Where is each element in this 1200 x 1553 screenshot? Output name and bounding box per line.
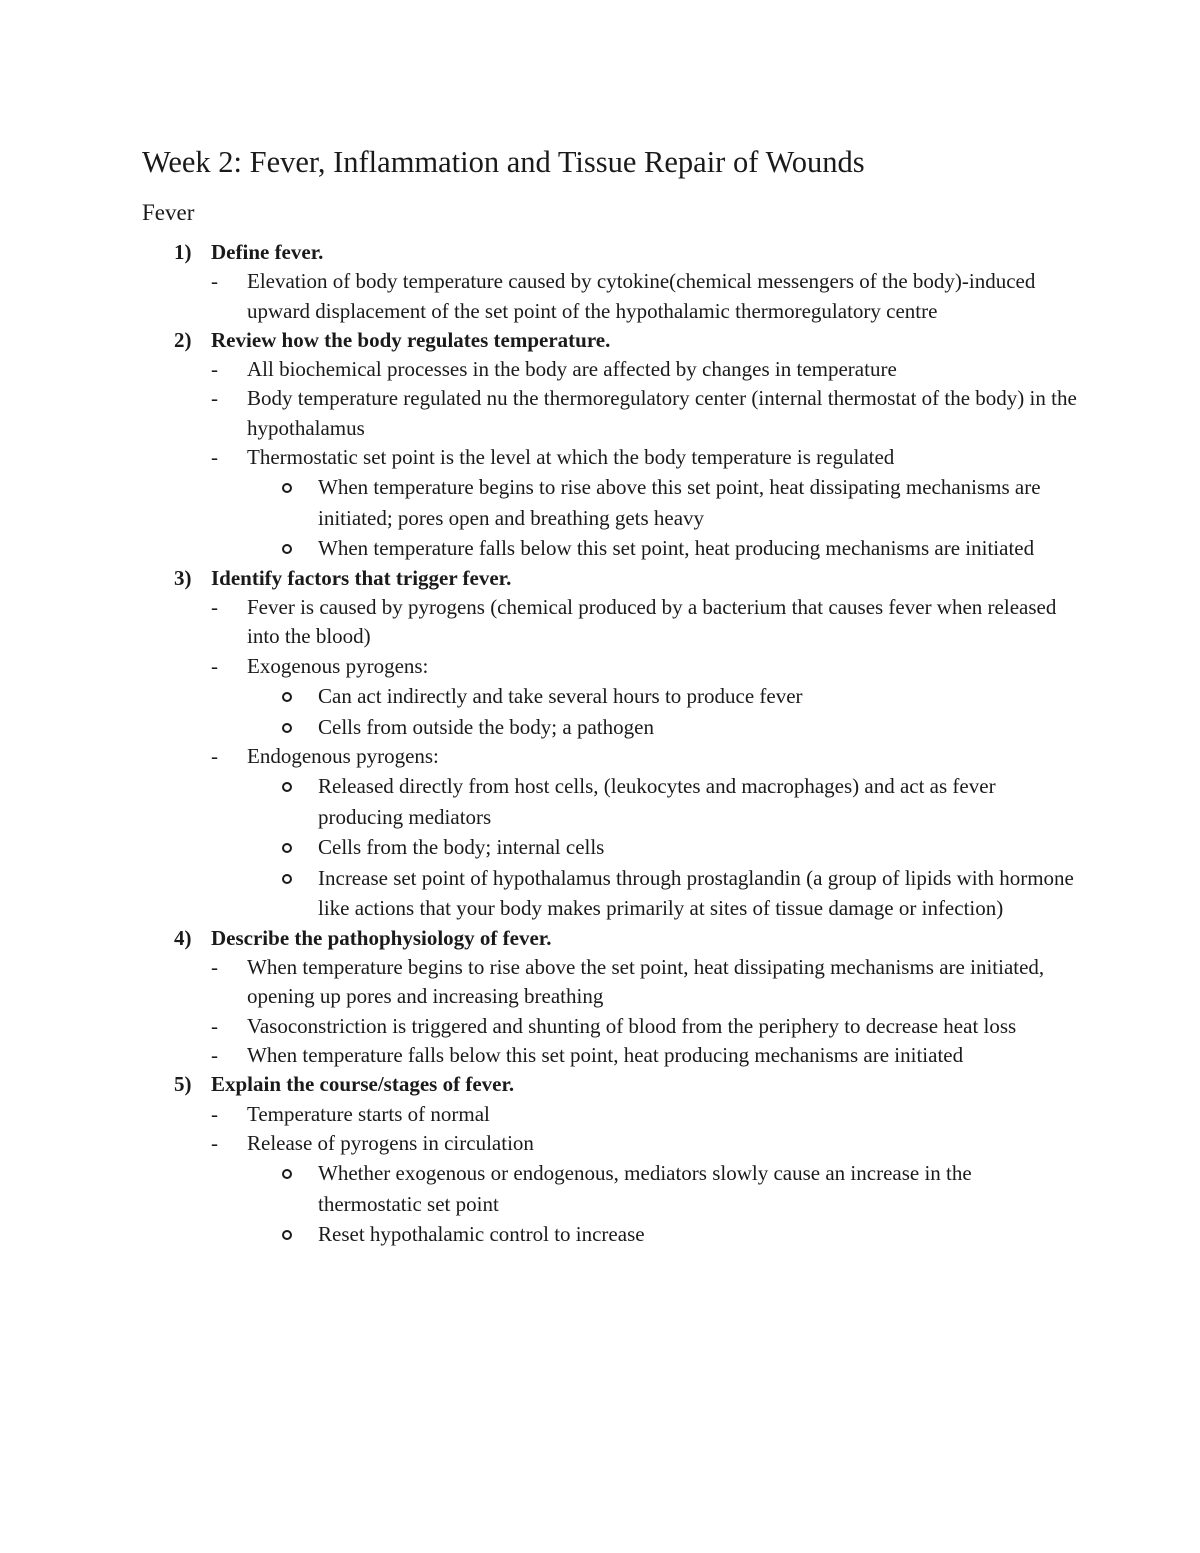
- circle-bullet-icon: [282, 692, 292, 702]
- point-text: Body temperature regulated nu the thermoregulatory center (internal thermostat of the body) in the hypothalamus: [247, 386, 1077, 440]
- dash-bullet-icon: -: [211, 269, 218, 294]
- subpoint-text: When temperature begins to rise above this set point, heat dissipating mechanisms are initiated; pores open and breathing gets heavy: [318, 475, 1041, 530]
- point-text: Exogenous pyrogens:: [247, 653, 429, 678]
- circle-bullet-icon: [282, 1169, 292, 1179]
- subpoint-list: [247, 1158, 1080, 1250]
- subpoint-text: Cells from outside the body; a pathogen: [318, 714, 654, 739]
- question-label: [174, 1070, 1080, 1099]
- circle-bullet-icon: [282, 483, 292, 493]
- dash-bullet-icon: -: [211, 357, 218, 382]
- point-text: Elevation of body temperature caused by cytokine(chemical messengers of the body)-induced upward displacement of the set point of the hypothalamic thermoregulatory centre: [247, 269, 1036, 323]
- dash-bullet-icon: -: [211, 1013, 218, 1038]
- subpoint-item: [282, 832, 1080, 863]
- point-text: When temperature falls below this set point, heat producing mechanisms are initiated: [247, 1043, 964, 1068]
- circle-bullet-icon: [282, 723, 292, 733]
- circle-bullet-icon: [282, 874, 292, 884]
- question-number: 3): [174, 565, 192, 590]
- circle-bullet-icon: [282, 782, 292, 792]
- question-label: [174, 924, 1080, 953]
- document-title: Week 2: Fever, Inflammation and Tissue Repair of Wounds: [142, 145, 865, 179]
- point-item: [211, 742, 1080, 924]
- subpoint-text: Cells from the body; internal cells: [318, 835, 605, 860]
- question-item: [142, 238, 1080, 326]
- point-text: All biochemical processes in the body are affected by changes in temperature: [247, 357, 897, 382]
- circle-bullet-icon: [282, 544, 292, 554]
- dash-bullet-icon: -: [211, 1043, 218, 1068]
- question-text: Define fever.: [211, 240, 324, 264]
- point-list: [211, 593, 1080, 924]
- point-item: [211, 652, 1080, 742]
- dash-bullet-icon: -: [211, 744, 218, 769]
- point-text: When temperature begins to rise above the set point, heat dissipating mechanisms are initiated, opening up pores and increasing breathing: [247, 955, 1045, 1009]
- dash-bullet-icon: -: [211, 1101, 218, 1126]
- point-text: Fever is caused by pyrogens (chemical produced by a bacterium that causes fever when released into the blood): [247, 595, 1057, 649]
- circle-bullet-icon: [282, 1230, 292, 1240]
- point-text: Endogenous pyrogens:: [247, 744, 439, 769]
- subpoint-item: [282, 1158, 1080, 1219]
- point-item: [211, 1100, 1080, 1129]
- question-label: [174, 238, 1080, 267]
- question-item: [142, 1070, 1080, 1249]
- question-label: [174, 564, 1080, 593]
- dash-bullet-icon: -: [211, 595, 218, 620]
- point-item: [211, 1012, 1080, 1041]
- question-item: [142, 924, 1080, 1070]
- subpoint-list: [247, 771, 1080, 924]
- question-text: Identify factors that trigger fever.: [211, 565, 512, 590]
- point-item: [211, 1041, 1080, 1070]
- question-text: Describe the pathophysiology of fever.: [211, 925, 552, 950]
- point-item: [211, 953, 1080, 1012]
- point-list: [211, 355, 1080, 564]
- dash-bullet-icon: -: [211, 386, 218, 411]
- point-text: Release of pyrogens in circulation: [247, 1130, 534, 1155]
- question-list: [142, 238, 1080, 1250]
- point-text: Temperature starts of normal: [247, 1101, 490, 1126]
- subpoint-item: [282, 771, 1080, 832]
- section-heading-fever: Fever: [142, 200, 195, 225]
- dash-bullet-icon: -: [211, 653, 218, 678]
- point-item: [211, 267, 1080, 326]
- subpoint-text: Increase set point of hypothalamus through prostaglandin (a group of lipids with hormone like actions that your body makes primarily at sites of tissue damage or infection): [318, 865, 1074, 921]
- question-item: [142, 326, 1080, 564]
- subpoint-text: When temperature falls below this set point, heat producing mechanisms are initiated: [318, 536, 1035, 561]
- circle-bullet-icon: [282, 843, 292, 853]
- question-item: [142, 564, 1080, 924]
- subpoint-text: Reset hypothalamic control to increase: [318, 1222, 645, 1247]
- subpoint-item: [282, 863, 1080, 924]
- subpoint-list: [247, 681, 1080, 742]
- point-text: Vasoconstriction is triggered and shunting of blood from the periphery to decrease heat loss: [247, 1013, 1017, 1038]
- subpoint-item: [282, 533, 1080, 564]
- point-list: [211, 267, 1080, 326]
- subpoint-list: [247, 472, 1080, 564]
- dash-bullet-icon: -: [211, 1130, 218, 1155]
- subpoint-item: [282, 712, 1080, 743]
- subpoint-item: [282, 1219, 1080, 1250]
- point-list: [211, 953, 1080, 1070]
- subpoint-text: Whether exogenous or endogenous, mediators slowly cause an increase in the thermostatic set point: [318, 1161, 972, 1216]
- question-label: [174, 326, 1080, 355]
- subpoint-text: Released directly from host cells, (leukocytes and macrophages) and act as fever producing mediators: [318, 774, 996, 829]
- question-text: Explain the course/stages of fever.: [211, 1072, 515, 1097]
- question-number: 1): [174, 240, 192, 264]
- point-item: [211, 1129, 1080, 1250]
- dash-bullet-icon: -: [211, 955, 218, 980]
- point-item: [211, 593, 1080, 652]
- question-number: 5): [174, 1072, 192, 1097]
- point-item: [211, 355, 1080, 384]
- subpoint-text: Can act indirectly and take several hours to produce fever: [318, 684, 803, 709]
- point-item: [211, 384, 1080, 443]
- point-list: [211, 1100, 1080, 1250]
- question-number: 4): [174, 925, 192, 950]
- dash-bullet-icon: -: [211, 445, 218, 470]
- subpoint-item: [282, 472, 1080, 533]
- point-item: [211, 443, 1080, 564]
- point-text: Thermostatic set point is the level at which the body temperature is regulated: [247, 445, 895, 470]
- subpoint-item: [282, 681, 1080, 712]
- question-number: 2): [174, 327, 192, 352]
- question-text: Review how the body regulates temperature.: [211, 327, 611, 352]
